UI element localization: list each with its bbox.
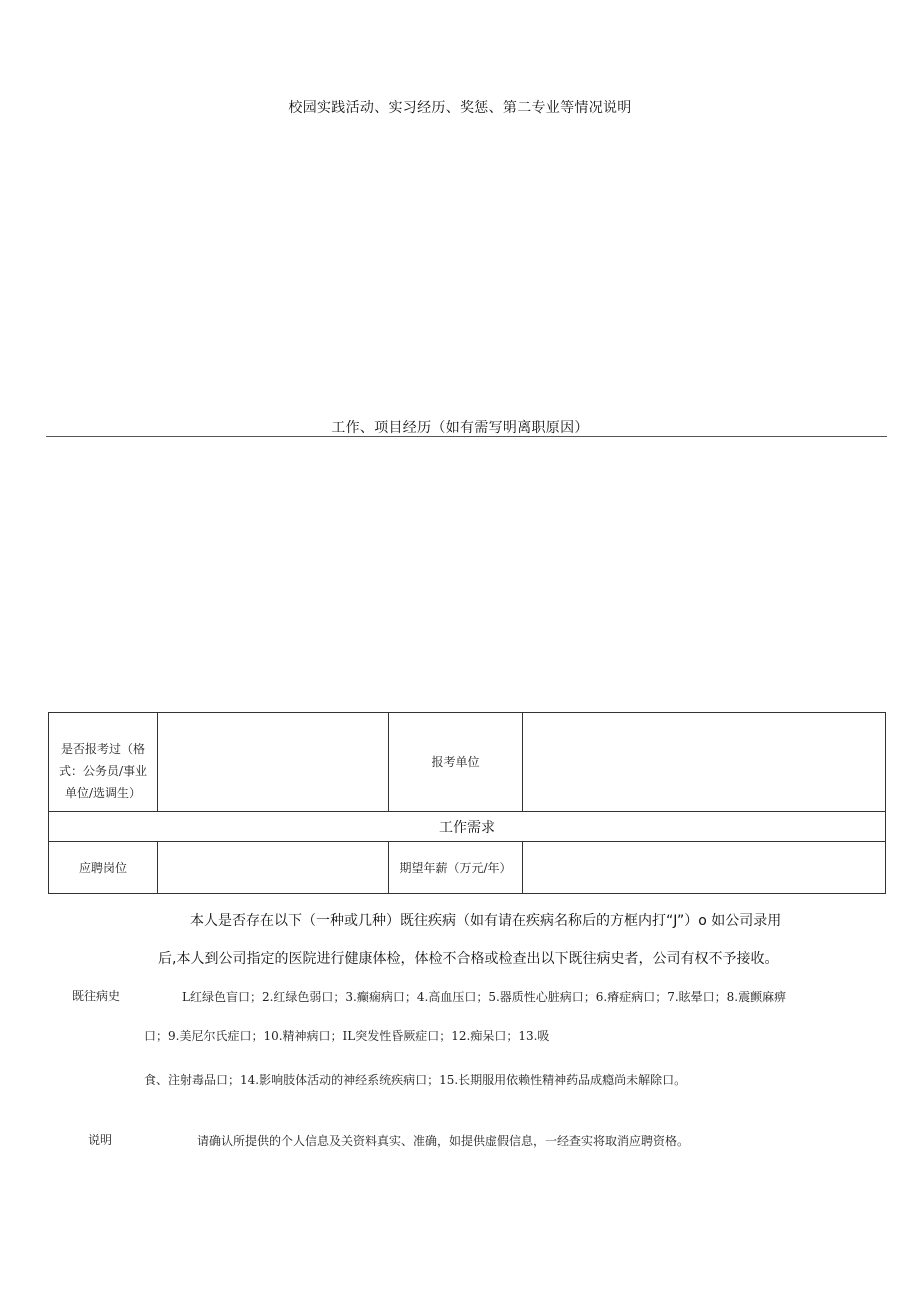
exam-unit-label: 报考单位 bbox=[389, 713, 523, 812]
medical-list-line3: 食、注射毒品口；14.影响肢体活动的神经系统疾病口；15.长期服用依赖性精神药品成瘾尚未解除口。 bbox=[144, 1073, 687, 1087]
campus-experience-title: 校园实践活动、实习经历、奖惩、第二专业等情况说明 bbox=[288, 100, 632, 116]
campus-experience-area[interactable] bbox=[46, 125, 887, 405]
exam-history-label-line2: 式：公务员/事业 bbox=[58, 764, 148, 778]
work-needs-header: 工作需求 bbox=[49, 812, 886, 842]
medical-list-line1: L红绿色盲口；2.红绿色弱口；3.癫痫病口；4.高血压口；5.器质性心脏病口；6.瘠症病口；7.眩晕口；8.震颤麻痹 bbox=[182, 990, 787, 1004]
exam-history-label bbox=[49, 713, 158, 812]
medical-intro-line1: 本人是否存在以下（一种或几种）既往疾病（如有请在疾病名称后的方框内打“J”）o 如公司录用 bbox=[190, 913, 782, 929]
position-field[interactable] bbox=[158, 842, 389, 894]
exam-history-field[interactable] bbox=[158, 713, 389, 812]
salary-field[interactable] bbox=[523, 842, 886, 894]
note-label: 说明 bbox=[88, 1133, 113, 1147]
work-experience-area[interactable] bbox=[46, 440, 887, 705]
work-experience-divider bbox=[46, 436, 887, 437]
salary-label: 期望年薪（万元/年） bbox=[389, 842, 523, 894]
exam-history-label-line1: 是否报考过（格 bbox=[60, 742, 145, 756]
exam-history-label-line3: 单位/选调生） bbox=[64, 786, 142, 800]
work-experience-title: 工作、项目经历（如有需写明离职原因） bbox=[331, 420, 589, 436]
medical-history-label: 既往病史 bbox=[72, 989, 121, 1003]
position-label: 应聘岗位 bbox=[49, 842, 158, 894]
note-text: 请确认所提供的个人信息及关资料真实、准确，如提供虚假信息，一经查实将取消应聘资格。 bbox=[197, 1134, 690, 1148]
medical-intro-line2: 后,本人到公司指定的医院进行健康体检，体检不合格或检查出以下既往病史者，公司有权不予接收。 bbox=[158, 951, 779, 967]
application-form-table bbox=[48, 712, 886, 894]
medical-list-line2: 口；9.美尼尔氏症口；10.精神病口；IL突发性昏厥症口；12.痴呆口；13.吸 bbox=[144, 1029, 550, 1043]
exam-unit-field[interactable] bbox=[523, 713, 886, 812]
